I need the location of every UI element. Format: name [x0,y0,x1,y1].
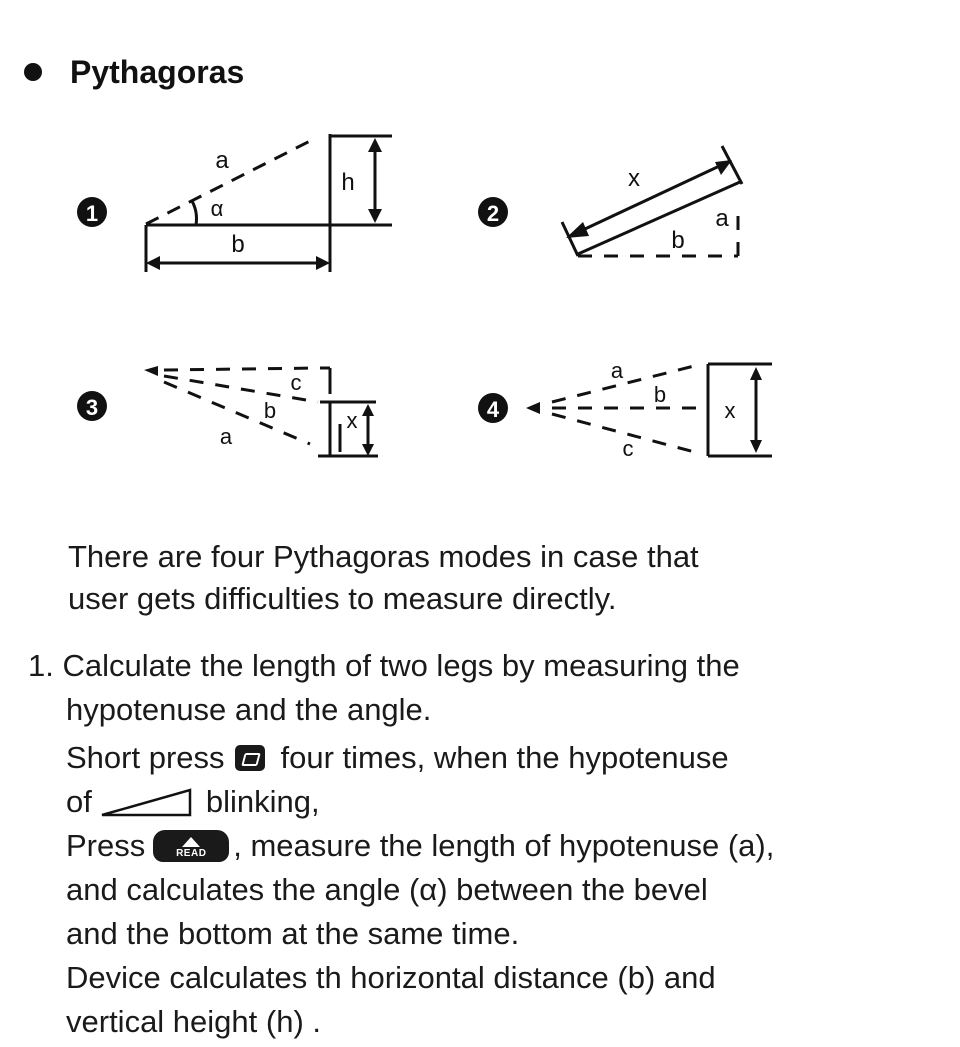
diagram-2-number: 2 [486,201,500,226]
svg-text:α: α [210,196,224,221]
svg-text:a: a [219,424,233,449]
diagram-1-hypotenuse [146,140,312,224]
short-press-text: Short press [66,740,225,775]
pythagoras-diagrams [0,0,960,520]
instruction-line-5: and the bottom at the same time. [66,916,520,951]
list-item-number: 1. [28,648,54,683]
diagram-4-device-icon [526,402,540,414]
svg-text:b: b [671,227,685,254]
instruction-line-6: Device calculates th horizontal distance (b) and [66,960,716,995]
diagram-4 [478,358,772,461]
instructions [66,736,946,1044]
instruction-line-4: and calculates the angle (α) between the bevel [66,872,708,907]
svg-text:x: x [628,165,640,192]
diagram-3-number: 3 [85,395,99,420]
svg-text:a: a [215,147,229,174]
press-text: Press [66,828,146,863]
svg-text:a: a [610,358,624,383]
diagram-4-number: 4 [486,397,500,422]
svg-text:a: a [715,205,729,232]
diagram-3-device-icon [144,366,158,376]
intro-paragraph [68,536,888,620]
list-item-title-line-2: hypotenuse and the angle. [66,692,432,727]
blinking-text: blinking, [205,784,320,819]
instruction-line-7: vertical height (h) . [66,1004,321,1039]
read-key-label: READ [176,848,207,859]
list-item-1 [28,644,928,732]
diagram-1-number: 1 [85,201,99,226]
hypotenuse-triangle-icon [100,787,192,817]
diagram-4-ray-a [552,364,702,402]
svg-text:b: b [263,398,277,423]
svg-text:c: c [622,436,634,461]
svg-text:b: b [653,382,667,407]
read-key-icon [153,830,229,862]
svg-text:b: b [231,231,245,258]
intro-line-2: user gets difficulties to measure directly. [68,581,617,616]
diagram-1 [77,134,392,272]
diagram-3 [77,366,378,456]
svg-text:c: c [290,370,302,395]
svg-text:x: x [724,398,736,423]
svg-text:h: h [341,169,355,196]
four-times-text: four times, when the hypotenuse [280,740,729,775]
intro-line-1: There are four Pythagoras modes in case that [68,539,699,574]
section-heading: Pythagoras [70,53,245,90]
diagram-3-ray-a [164,382,310,444]
svg-text:x: x [346,408,358,433]
diagram-2 [478,146,742,256]
mode-key-icon [235,745,265,771]
measure-text: , measure the length of hypotenuse (a), [233,828,775,863]
of-text: of [66,784,92,819]
list-item-title-line-1: Calculate the length of two legs by measuring the [62,648,740,683]
diagram-1-angle-arc [192,201,197,225]
